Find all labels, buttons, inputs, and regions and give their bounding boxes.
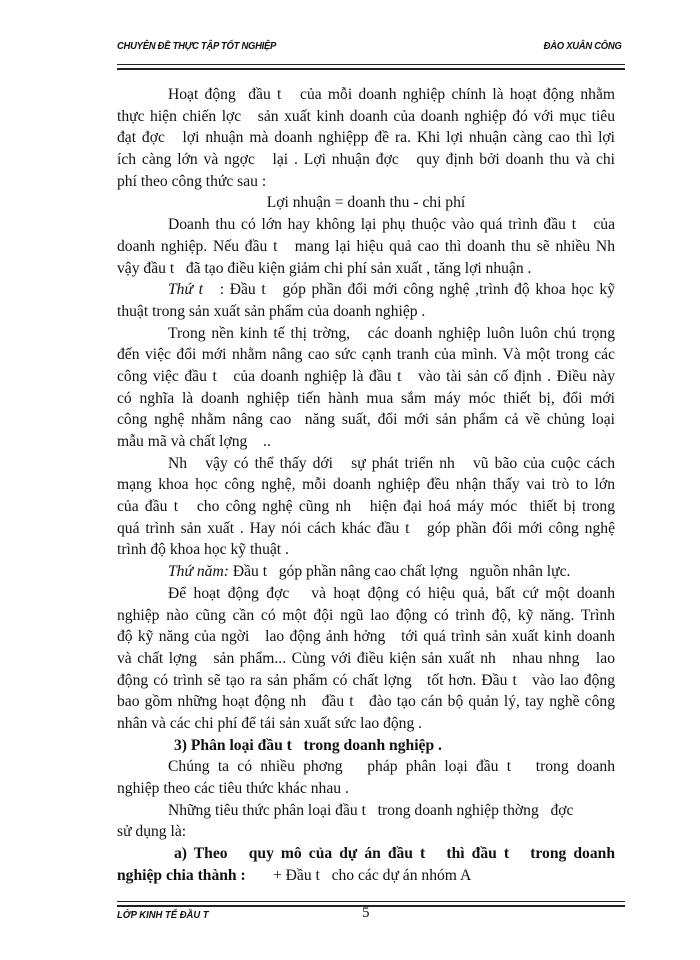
line-text-continuation: + Đầu t cho các dự án nhóm A — [245, 866, 472, 884]
line-text: độ kỹ năng của ngời lao động ảnh hởng tới quá trình sản xuất kinh doanh — [117, 628, 615, 646]
text-line — [117, 171, 615, 193]
line-text: : Đầu t góp phần đổi mới công nghệ ,trình độ khoa học kỹ — [202, 281, 615, 299]
line-text: trình độ khoa học kỹ thuật . — [117, 541, 289, 559]
line-text: có nghĩa là doanh nghiệp tiến hành mua sắm máy móc thiết bị, đổi mới — [117, 389, 615, 407]
line-text: mẫu mã và chất lợng .. — [117, 433, 271, 450]
line-text: Đầu t góp phần nâng cao chất lợng nguồn nhân lực. — [228, 563, 571, 581]
text-line — [117, 778, 615, 800]
text-line — [117, 821, 615, 843]
text-line — [117, 496, 615, 518]
line-text: thực hiện chiến lợc sản xuất kinh doanh của doanh nghiệp đó với mục tiêu — [117, 107, 615, 125]
line-text: nhân và các chi phí để tái sản xuất sức lao động . — [117, 714, 423, 732]
text-line — [117, 106, 615, 128]
line-text: Nh vậy có thể thấy dới sự phát triển nh vũ bão của cuộc cách — [168, 454, 615, 472]
line-text: doanh nghiệp. Nếu đầu t mang lại hiệu quả cao thì doanh thu sẽ nhiều Nh — [117, 237, 615, 255]
text-line — [117, 388, 615, 410]
line-text: quá trình sản xuất . Hay nói cách khác đầu t góp phần đổi mới công nghệ — [117, 519, 615, 537]
line-text: nghiệp nào cũng cần có một đội ngũ lao động có trình độ, kỹ năng. Trình — [117, 606, 615, 624]
italic-lead: Thứ năm: — [168, 563, 229, 581]
line-text: động có trình sẽ tạo ra sản phẩm có chất lợng tốt hơn. Đầu t vào lao động — [117, 671, 615, 689]
text-line — [117, 691, 615, 713]
text-line — [117, 713, 615, 735]
italic-lead: Thứ t — [168, 281, 203, 299]
line-text: 3) Phân loại đầu t trong doanh nghiệp . — [174, 736, 442, 754]
line-text: nghiệp theo các tiêu thức khác nhau . — [117, 780, 349, 797]
line-text: Lợi nhuận = doanh thu - chi phí — [266, 194, 466, 212]
text-line — [117, 192, 615, 214]
footer-rule — [117, 901, 625, 907]
line-text: Trong nền kinh tế thị trờng, các doanh nghiệp luôn luôn chú trọng — [168, 324, 615, 342]
text-line — [117, 301, 615, 323]
document-body — [117, 84, 615, 886]
text-line — [117, 626, 615, 648]
line-text: phí theo công thức sau : — [117, 172, 267, 190]
line-text: a) Theo quy mô của dự án đầu t thì đầu t trong doanh — [174, 845, 615, 863]
text-line — [117, 800, 615, 822]
text-line — [117, 539, 615, 561]
line-text: của đầu t cho công nghệ cũng nh hiện đại hoá máy móc thiết bị trong — [117, 498, 615, 516]
line-text: Doanh thu có lớn hay không lại phụ thuộc vào quá trình đầu t của — [168, 216, 615, 234]
text-line — [117, 258, 615, 280]
line-text: Hoạt động đầu t của mỗi doanh nghiệp chính là hoạt động nhằm — [168, 86, 615, 103]
text-line — [117, 583, 615, 605]
line-text: vậy đầu t đã tạo điều kiện giảm chi phí sản xuất , tăng lợi nhuận . — [117, 259, 532, 277]
text-line — [117, 518, 615, 540]
text-line — [117, 431, 615, 453]
text-line — [117, 214, 615, 236]
line-text: công nghệ nhằm nâng cao năng suất, đổi mới sản phẩm cả về chủng loại — [117, 411, 615, 429]
line-text: mạng khoa học công nghệ, mỗi doanh nghiệp đều nhận thấy vai trò to lớn — [117, 476, 615, 494]
header-right-author: ĐÀO XUÂN CÔNG — [544, 40, 622, 52]
line-text: ích càng lớn và ngợc lại . Lợi nhuận đợc quy định bởi doanh thu và chi — [117, 151, 615, 169]
line-text: sử dụng là: — [117, 823, 187, 841]
line-text: công việc đầu t của doanh nghiệp là đầu t vào tài sản cố định . Điều này — [117, 367, 615, 385]
text-line — [117, 756, 615, 778]
line-text: đến việc đổi mới nhằm nâng cao sức cạnh tranh của mình. Và một trong các — [117, 346, 615, 364]
text-line — [117, 453, 615, 475]
line-text: Để hoạt động đợc và hoạt động có hiệu quả, bất cứ một doanh — [168, 584, 615, 602]
line-text: Chúng ta có nhiều phơng pháp phân loại đầu t trong doanh — [168, 758, 615, 776]
text-line — [117, 84, 615, 106]
line-text: nghiệp chia thành : — [117, 866, 246, 884]
text-line — [117, 366, 615, 388]
text-line — [117, 409, 615, 431]
text-line — [117, 843, 615, 865]
line-text: Những tiêu thức phân loại đầu t trong doanh nghiệp thờng đợc — [168, 801, 574, 819]
text-line — [117, 127, 615, 149]
header-rule — [117, 64, 625, 70]
text-line — [117, 648, 615, 670]
footer-class-label: LỚP KINH TẾ ĐẦU T — [117, 909, 209, 921]
line-text: và chất lợng sản phẩm... Cùng với điều kiện sản xuất nh nhau nhng lao — [117, 649, 615, 667]
line-text: bao gồm những hoạt động nh đầu t đào tạo cán bộ quản lý, tay nghề công — [117, 693, 615, 711]
text-line — [117, 735, 615, 757]
line-text: đạt đợc lợi nhuận mà doanh nghiệpp đề ra. Khi lợi nhuận càng cao thì lợi — [117, 129, 615, 147]
line-text: thuật trong sản xuất sản phẩm của doanh nghiệp . — [117, 302, 426, 320]
text-line — [117, 865, 615, 887]
text-line — [117, 561, 615, 583]
text-line — [117, 605, 615, 627]
text-line — [117, 670, 615, 692]
text-line — [117, 236, 615, 258]
page-number: 5 — [362, 905, 370, 921]
header-left-title: CHUYÊN ĐỀ THỰC TẬP TỐT NGHIỆP — [117, 40, 277, 52]
text-line — [117, 149, 615, 171]
text-line — [117, 474, 615, 496]
text-line — [117, 344, 615, 366]
text-line — [117, 279, 615, 301]
text-line — [117, 323, 615, 345]
